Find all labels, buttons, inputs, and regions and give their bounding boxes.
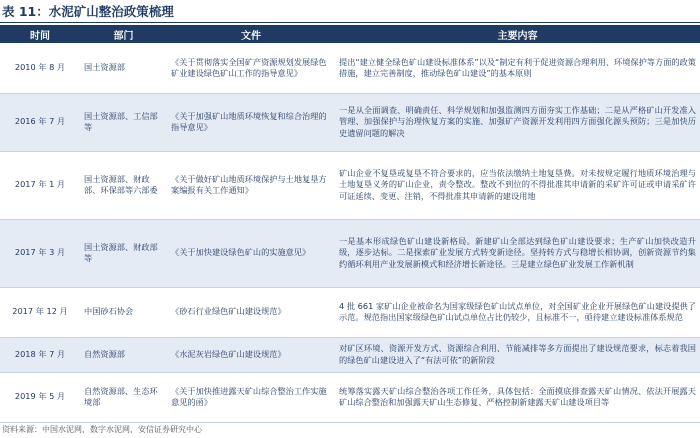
- cell-dept: 国土资源部、工信部等: [80, 93, 167, 151]
- cell-doc: 《砂石行业绿色矿山建设规范》: [167, 287, 335, 337]
- cell-doc: 《关于加强矿山地质环境恢复和综合治理的指导意见》: [167, 93, 335, 151]
- cell-dept: 国土资源部: [80, 43, 167, 93]
- cell-dept: 国土资源部、财政部等: [80, 219, 167, 287]
- header-time: 时间: [0, 25, 80, 43]
- table-row: [0, 372, 700, 422]
- cell-time: 2017 年 1 月: [0, 151, 80, 219]
- cell-content: 提出“建立健全绿色矿山建设标准体系”以及“制定有利于促进资源合理利用、环境保护等方面的政策措施，建立完善制度，推动绿色矿山建设”的基本原则: [335, 43, 700, 93]
- cell-content: 一是从全面调查、明确责任、科学规划和加强监测四方面夯实工作基础；二是从严格矿山开发准入管理、加强保护与治理恢复方案的实施、加强矿产资源开发利用四方面强化源头预防；三是加快历史遗留问题的解决: [335, 93, 700, 151]
- cell-content: 对矿区环境、资源开发方式、资源综合利用、节能减排等多方面提出了建设规范要求，标志着我国的绿色矿山建设进入了“有法可依”的新阶段: [335, 337, 700, 372]
- table-row: [0, 287, 700, 337]
- cell-dept: 自然资源部、生态环境部: [80, 372, 167, 422]
- header-content: 主要内容: [335, 25, 700, 43]
- cell-time: 2018 年 7 月: [0, 337, 80, 372]
- header-dept: 部门: [80, 25, 167, 43]
- cell-content: 矿山企业不复垦或复垦不符合要求的，应当依法缴纳土地复垦费。对未按规定履行地质环境治理与土地复垦义务的矿山企业，责令整改。整改不到位的不得批准其申请新的采矿许可证或申请采矿许可证延续、变更、注销，不得批准其申请新的建设用地: [335, 151, 700, 219]
- cell-content: 统筹落实露天矿山综合整治各项工作任务，具体包括：全面摸底排查露天矿山情况、依法开展露天矿山综合整治和加强露天矿山生态修复、严格控制新建露天矿山建设项目等: [335, 372, 700, 422]
- cell-doc: 《关于贯彻落实全国矿产资源规划发展绿色矿业建设绿色矿山工作的指导意见》: [167, 43, 335, 93]
- cell-content: 4 批 661 家矿山企业被命名为国家级绿色矿山试点单位，对全国矿业企业开展绿色矿山建设提供了示范。规范指出国家级绿色矿山试点单位占比仍较少，且标准不一，亟待建立建设标准体系规范: [335, 287, 700, 337]
- cell-dept: 自然资源部: [80, 337, 167, 372]
- table-row: [0, 337, 700, 372]
- table-row: [0, 151, 700, 219]
- cell-time: 2010 年 8 月: [0, 43, 80, 93]
- cell-content: 一是基本形成绿色矿山建设新格局。新建矿山全部达到绿色矿山建设要求；生产矿山加快改造升级，逐步达标。二是探索矿业发展方式转变新途径。坚持转方式与稳增长相协调，创新资源节约集约循环利用产业发展新模式和经济增长新途径。三是建立绿色矿业发展工作新机制: [335, 219, 700, 287]
- cell-time: 2019 年 5 月: [0, 372, 80, 422]
- cell-doc: 《关于加快推进露天矿山综合整治工作实施意见的函》: [167, 372, 335, 422]
- table-row: [0, 93, 700, 151]
- table-row: [0, 219, 700, 287]
- table-row: [0, 43, 700, 93]
- table-header-row: [0, 25, 700, 43]
- table-title: 表 11：水泥矿山整治政策梳理: [2, 4, 174, 19]
- cell-dept: 国土资源部、财政部、环保部等六部委: [80, 151, 167, 219]
- cell-dept: 中国砂石协会: [80, 287, 167, 337]
- source-note: 资料来源：中国水泥网，数字水泥网，安信证券研究中心: [2, 425, 202, 434]
- cell-time: 2017 年 12 月: [0, 287, 80, 337]
- policy-table: [0, 25, 700, 423]
- header-doc: 文件: [167, 25, 335, 43]
- title-divider: [0, 22, 700, 23]
- cell-doc: 《关于加快建设绿色矿山的实施意见》: [167, 219, 335, 287]
- cell-doc: 《水泥灰岩绿色矿山建设规范》: [167, 337, 335, 372]
- cell-doc: 《关于做好矿山地质环境保护与土地复垦方案编报有关工作通知》: [167, 151, 335, 219]
- cell-time: 2016 年 7 月: [0, 93, 80, 151]
- cell-time: 2017 年 3 月: [0, 219, 80, 287]
